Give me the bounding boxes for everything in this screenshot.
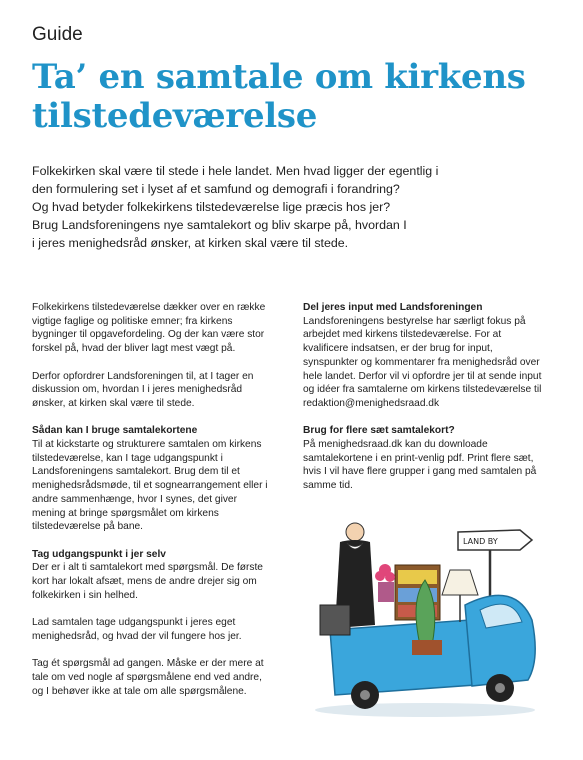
right-column [303, 301, 543, 507]
body-paragraph: Folkekirkens tilstedeværelse dækker over en række vigtige faglige og politiske emner; fra kirkens bygninger til opgavefordeling. Og der kan være stor forskel på, hvad der bliver lagt mest vægt på. [32, 302, 266, 355]
intro-line: i jeres menighedsråd ønsker, at kirken skal være til stede. [32, 236, 349, 250]
section-label: Guide [32, 24, 83, 45]
priest-figure [320, 523, 375, 635]
intro-line: Og hvad betyder folkekirkens tilstedeværelse lige præcis hos jer? [32, 200, 391, 214]
body-paragraph: Til at kickstarte og strukturere samtalen om kirkens tilstedeværelse, kan I tage udgangspunkt i Landsforeningens samtalekort. Brug dem til et menighedsrådsmøde, til et sognearrangement eller i andre sammenhænge, hvor I synes, det giver mening at bringe spørgsmålet om kirkens tilstedeværelse på bane. [32, 439, 268, 533]
body-paragraph: Lad samtalen tage udgangspunkt i jeres eget menighedsråd, og hvad der vil fungere hos jer. [32, 617, 242, 642]
intro-line: Folkekirken skal være til stede i hele landet. Men hvad ligger der egentlig i [32, 164, 439, 178]
left-column [32, 301, 272, 712]
body-paragraph: På menighedsraad.dk kan du downloade samtalekortene i en print-venlig pdf. Print flere sæt, hvis I vil have flere grupper i gang med samtalen på samme tid. [303, 439, 537, 492]
body-paragraph: Tag ét spørgsmål ad gangen. Måske er der mere at tale om ved nogle af spørgsmålene end ved andre, og I behøver ikke at tale om alle spørgsmålene. [32, 658, 264, 697]
sign-text: LAND BY [463, 537, 498, 546]
body-paragraph: Derfor opfordrer Landsforeningen til, at I tager en diskussion om, hvordan I i jeres menighedsråd ønsker, at kirken skal være til stede. [32, 370, 254, 409]
body-paragraph: Der er i alt ti samtalekort med spørgsmål. De første kort har lokalt afsæt, mens de andre drejer sig om folkekirken i sin helhed. [32, 562, 263, 601]
intro-paragraph [32, 162, 472, 252]
truck-illustration [300, 510, 550, 720]
subheading: Del jeres input med Landsforeningen [303, 302, 483, 313]
flower-pot [375, 564, 395, 602]
subheading: Brug for flere sæt samtalekort? [303, 425, 455, 437]
page-title: Ta’ en samtale om kirkens tilstedeværelse [32, 57, 526, 136]
subheading: Tag udgangspunkt i jer selv [32, 548, 166, 560]
subheading: Sådan kan I bruge samtalekortene [32, 425, 198, 437]
intro-line: Brug Landsforeningens nye samtalekort og bliv skarpe på, hvordan I [32, 218, 407, 232]
body-paragraph: Landsforeningens bestyrelse har særligt fokus på arbejdet med kirkens tilstedeværelse. For at kvalificere indsatsen, er der brug for input, synspunkter og kommentarer fra menighedsråd over hele landet. Derfor vil vi opfordre jer til at sende input og idéer fra samtalerne om kirkens tilstedeværelse til redaktion@menighedsraad.dk [303, 315, 542, 409]
intro-line: den formulering set i lyset af et samfund og demografi i forandring? [32, 182, 400, 196]
